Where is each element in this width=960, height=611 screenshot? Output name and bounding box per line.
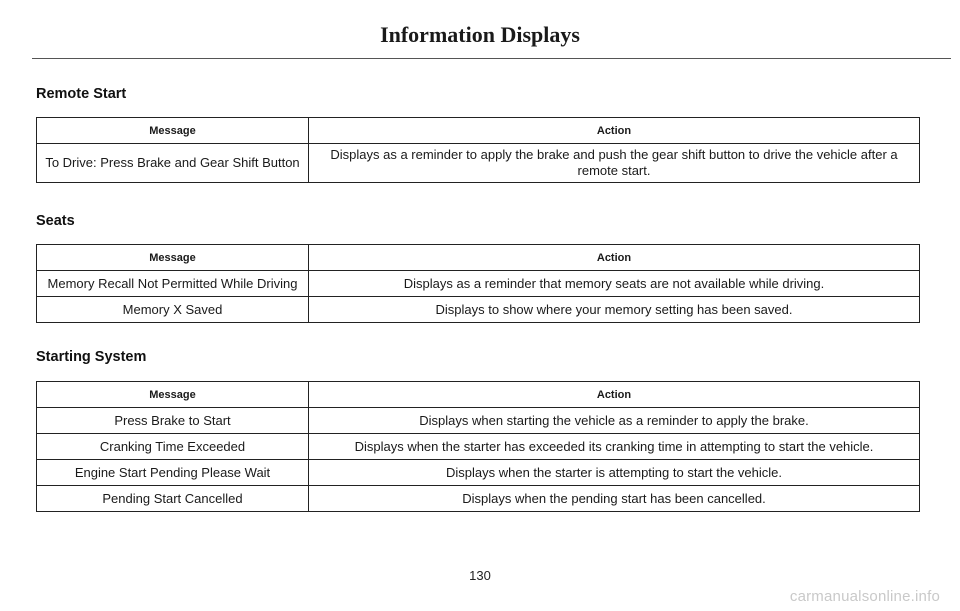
action-cell: Displays as a reminder to apply the brake and push the gear shift button to drive the vehicle after a remote start.	[309, 144, 920, 183]
column-header-message: Message	[37, 245, 309, 271]
message-cell: Memory Recall Not Permitted While Driving	[37, 271, 309, 297]
table-header-row	[37, 382, 920, 408]
section-title-seats: Seats	[36, 213, 75, 229]
message-cell: Engine Start Pending Please Wait	[37, 460, 309, 486]
message-cell: Memory X Saved	[37, 297, 309, 323]
column-header-message: Message	[37, 118, 309, 144]
header-divider	[32, 58, 951, 59]
message-cell: Pending Start Cancelled	[37, 486, 309, 512]
action-cell: Displays as a reminder that memory seats are not available while driving.	[309, 271, 920, 297]
action-cell: Displays when the starter is attempting to start the vehicle.	[309, 460, 920, 486]
remote-start-table	[36, 117, 920, 183]
action-cell: Displays when starting the vehicle as a reminder to apply the brake.	[309, 408, 920, 434]
message-cell: Press Brake to Start	[37, 408, 309, 434]
action-cell: Displays when the starter has exceeded its cranking time in attempting to start the vehicle.	[309, 434, 920, 460]
table-row	[37, 297, 920, 323]
action-cell: Displays to show where your memory setting has been saved.	[309, 297, 920, 323]
message-cell: Cranking Time Exceeded	[37, 434, 309, 460]
page-title: Information Displays	[380, 22, 580, 47]
table-row	[37, 144, 920, 183]
watermark: carmanualsonline.info	[789, 588, 940, 605]
table-row	[37, 486, 920, 512]
seats-table	[36, 244, 920, 323]
section-title-remote-start: Remote Start	[36, 86, 127, 102]
action-cell: Displays when the pending start has been cancelled.	[309, 486, 920, 512]
page-number: 130	[469, 568, 491, 583]
table-header-row	[37, 118, 920, 144]
table-header-row	[37, 245, 920, 271]
column-header-action: Action	[309, 118, 920, 144]
section-title-starting-system: Starting System	[36, 349, 147, 365]
table-row	[37, 271, 920, 297]
table-row	[37, 434, 920, 460]
starting-system-table	[36, 381, 920, 512]
table-row	[37, 460, 920, 486]
column-header-message: Message	[37, 382, 309, 408]
message-cell: To Drive: Press Brake and Gear Shift Button	[37, 144, 309, 183]
column-header-action: Action	[309, 245, 920, 271]
table-row	[37, 408, 920, 434]
column-header-action: Action	[309, 382, 920, 408]
